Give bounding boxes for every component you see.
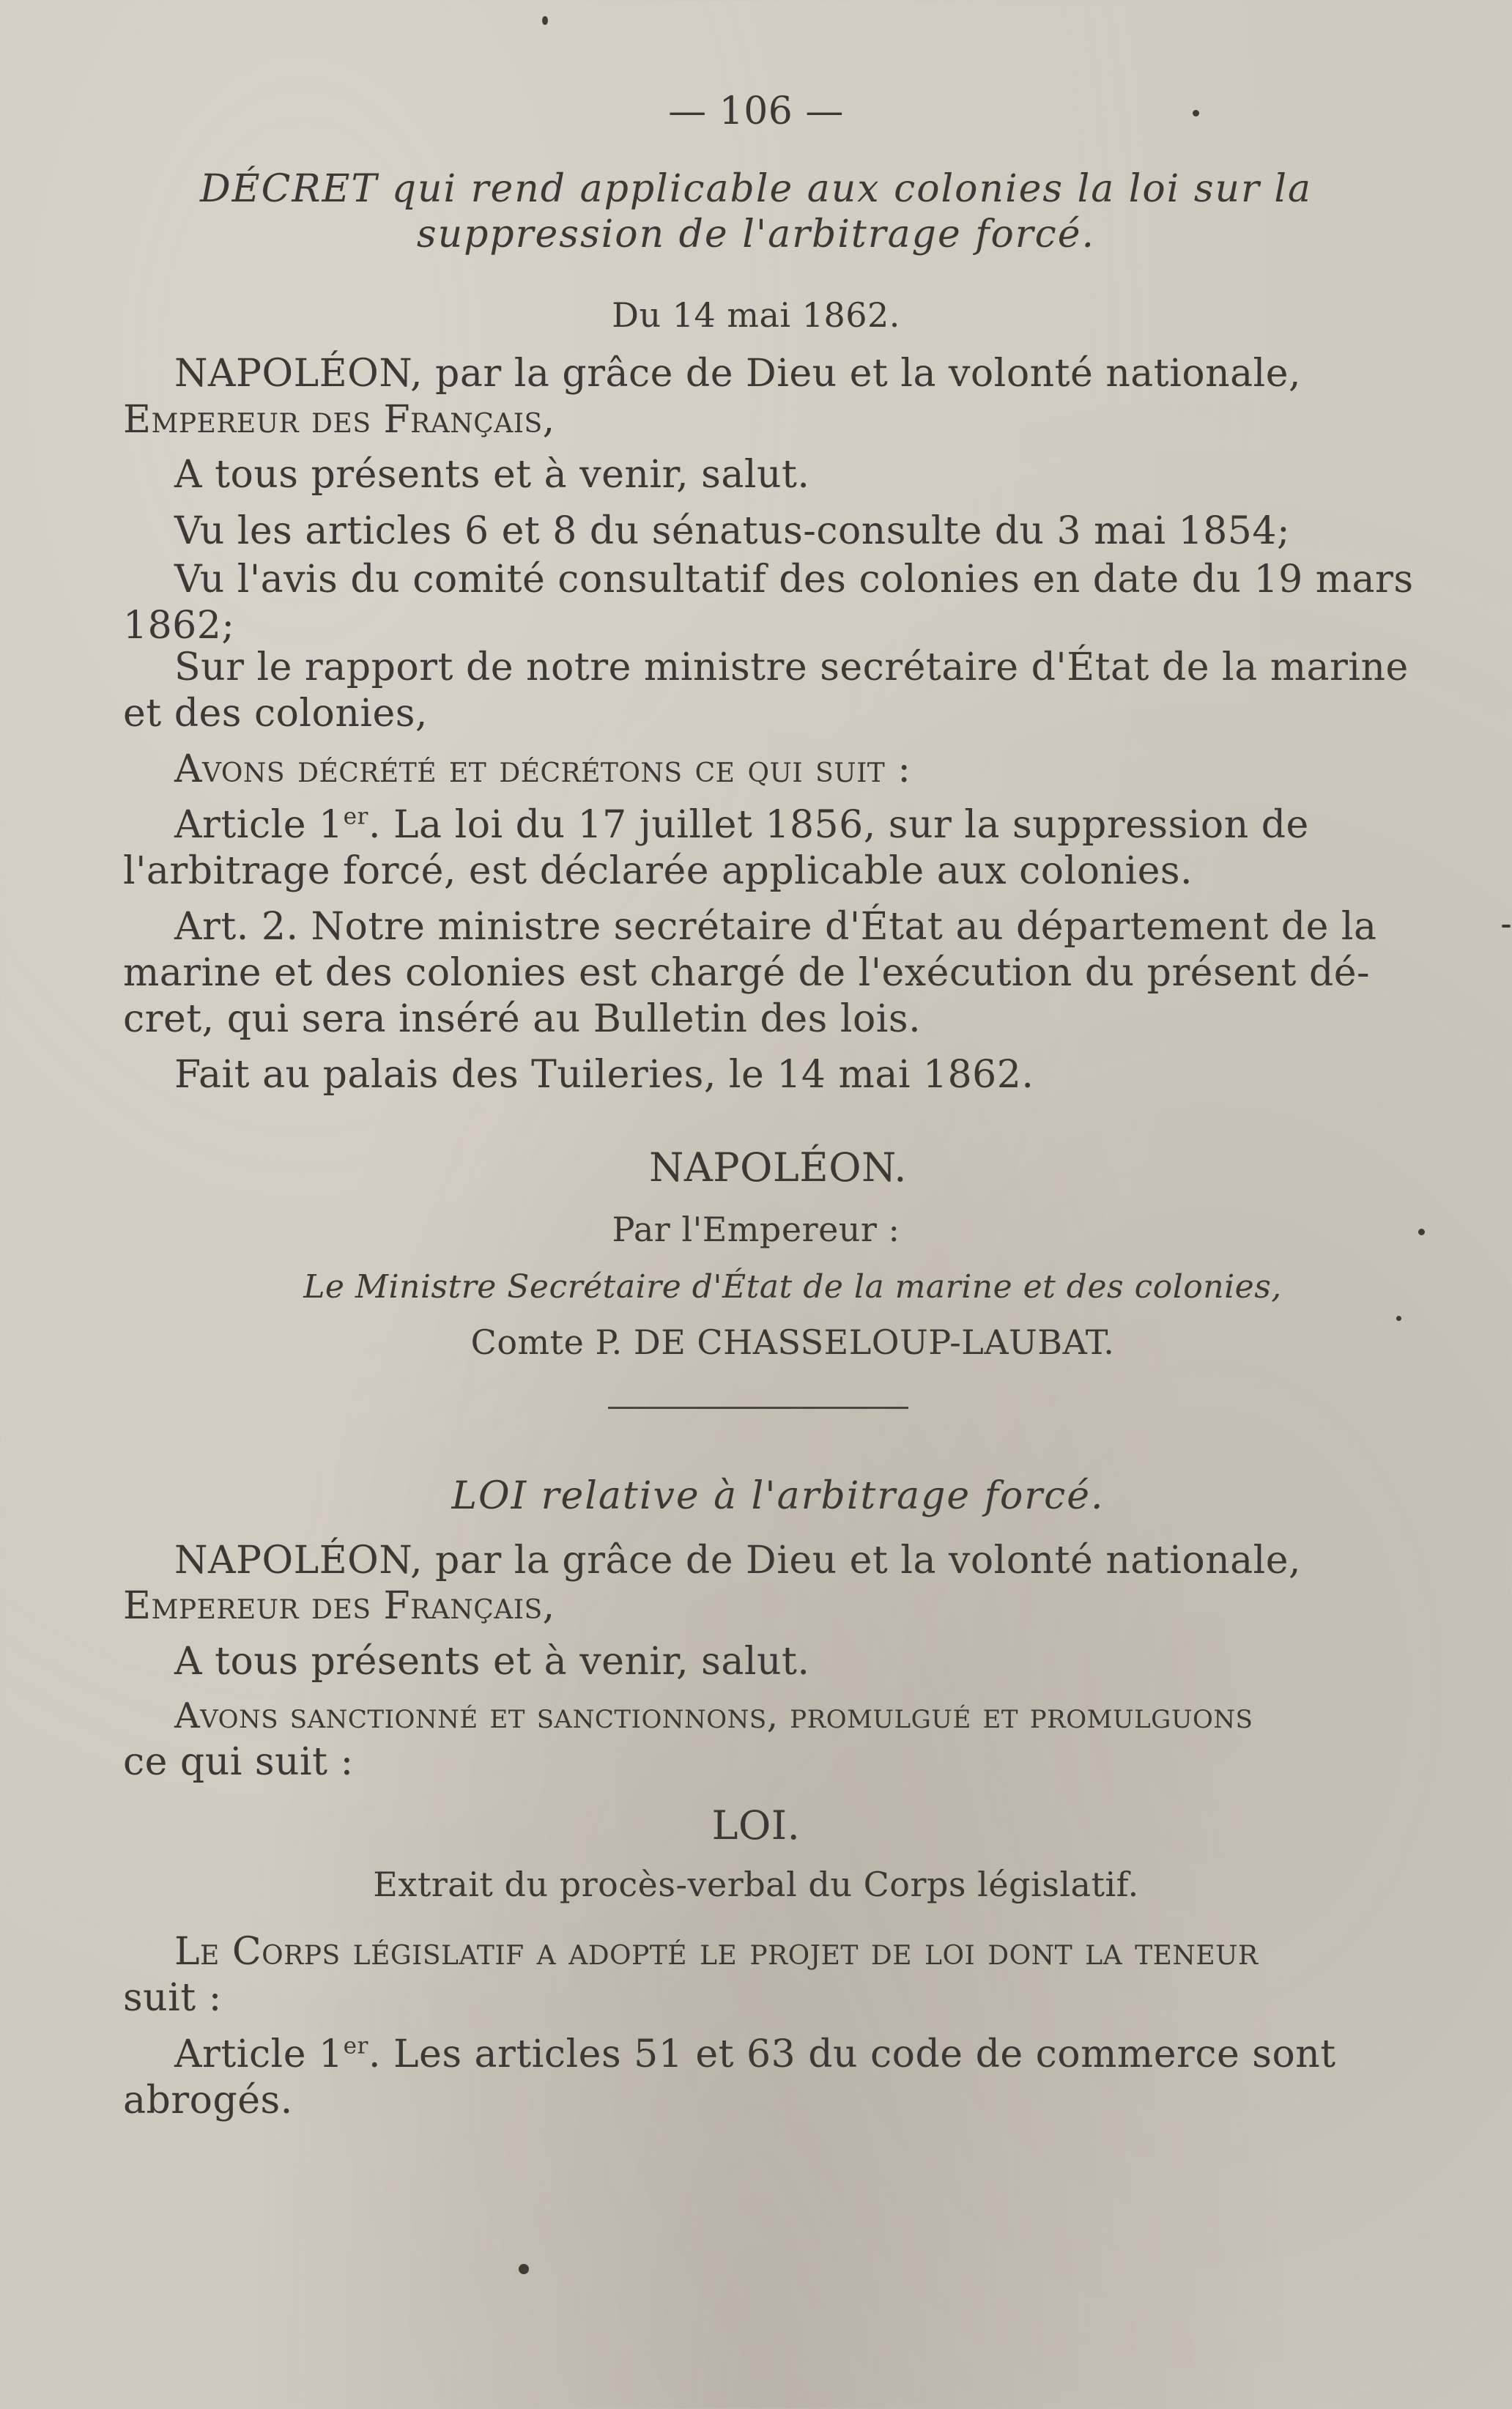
decree-p4-line2: 1862;	[123, 604, 235, 648]
signature-count: Comte P. DE CHASSELOUP-LAUBAT.	[470, 1322, 1115, 1362]
loi-p4-line2: suit :	[123, 1976, 222, 2020]
loi-title: LOI relative à l'arbitrage forcé.	[451, 1474, 1105, 1518]
loi-p2: A tous présents et à venir, salut.	[174, 1640, 810, 1684]
paper-speck	[1418, 1229, 1425, 1235]
decree-art1-line2: l'arbitrage forcé, est déclarée applicable aux colonies.	[123, 849, 1193, 893]
decree-p3: Vu les articles 6 et 8 du sénatus-consulte du 3 mai 1854;	[174, 509, 1290, 553]
decree-title-line1: DÉCRET qui rend applicable aux colonies la loi sur la	[199, 167, 1313, 211]
decree-art1-line1: Article 1er. La loi du 17 juillet 1856, sur la suppression de	[174, 803, 1309, 847]
paper-speck	[519, 2264, 529, 2274]
decree-p6: Avons décrété et décrétons ce qui suit :	[174, 747, 911, 791]
paper-speck	[542, 16, 548, 25]
loi-p1-line1: NAPOLÉON, par la grâce de Dieu et la volonté nationale,	[174, 1539, 1302, 1583]
decree-p1-line1: NAPOLÉON, par la grâce de Dieu et la volonté nationale,	[174, 352, 1302, 396]
loi-p3-line1: Avons sanctionné et sanctionnons, promulgué et promulguons	[174, 1695, 1253, 1736]
loi-p3-line2: ce qui suit :	[123, 1740, 354, 1784]
signature-minister-title: Le Ministre Secrétaire d'État de la marine et des colonies,	[303, 1268, 1282, 1306]
signature-name: NAPOLÉON.	[649, 1144, 907, 1191]
decree-art2-line3: cret, qui sera inséré au Bulletin des lois.	[123, 997, 922, 1041]
paper-speck	[1396, 1316, 1401, 1321]
signature-par-empereur: Par l'Empereur :	[612, 1210, 900, 1249]
section-divider	[608, 1407, 908, 1409]
page-number: — 106 —	[668, 89, 844, 133]
decree-title-line2: suppression de l'arbitrage forcé.	[416, 212, 1096, 256]
decree-p5-line1: Sur le rapport de notre ministre secrétaire d'État de la marine	[174, 645, 1409, 689]
decree-p5-line2: et des colonies,	[123, 692, 428, 736]
loi-extrait: Extrait du procès-verbal du Corps législatif.	[373, 1865, 1139, 1904]
paper-speck	[1193, 110, 1199, 116]
decree-date: Du 14 mai 1862.	[612, 295, 900, 335]
loi-p1-line2: Empereur des Français,	[123, 1584, 555, 1628]
decree-fait: Fait au palais des Tuileries, le 14 mai 1862.	[174, 1053, 1034, 1097]
loi-art1-line1: Article 1er. Les articles 51 et 63 du code de commerce sont	[174, 2032, 1336, 2076]
loi-p4-line1: Le Corps législatif a adopté le projet de loi dont la teneur	[174, 1930, 1259, 1974]
decree-art2-line1: Art. 2. Notre ministre secrétaire d'État au département de la	[174, 905, 1377, 949]
decree-p1-line2: Empereur des Français,	[123, 398, 555, 442]
decree-p4-line1: Vu l'avis du comité consultatif des colonies en date du 19 mars	[174, 558, 1414, 602]
loi-art1-line2: abrogés.	[123, 2079, 293, 2123]
loi-heading: LOI.	[711, 1802, 801, 1849]
decree-art2-line2: marine et des colonies est chargé de l'exécution du présent dé-	[123, 951, 1371, 995]
decree-p2: A tous présents et à venir, salut.	[174, 453, 810, 497]
paper-speck	[1502, 925, 1511, 928]
